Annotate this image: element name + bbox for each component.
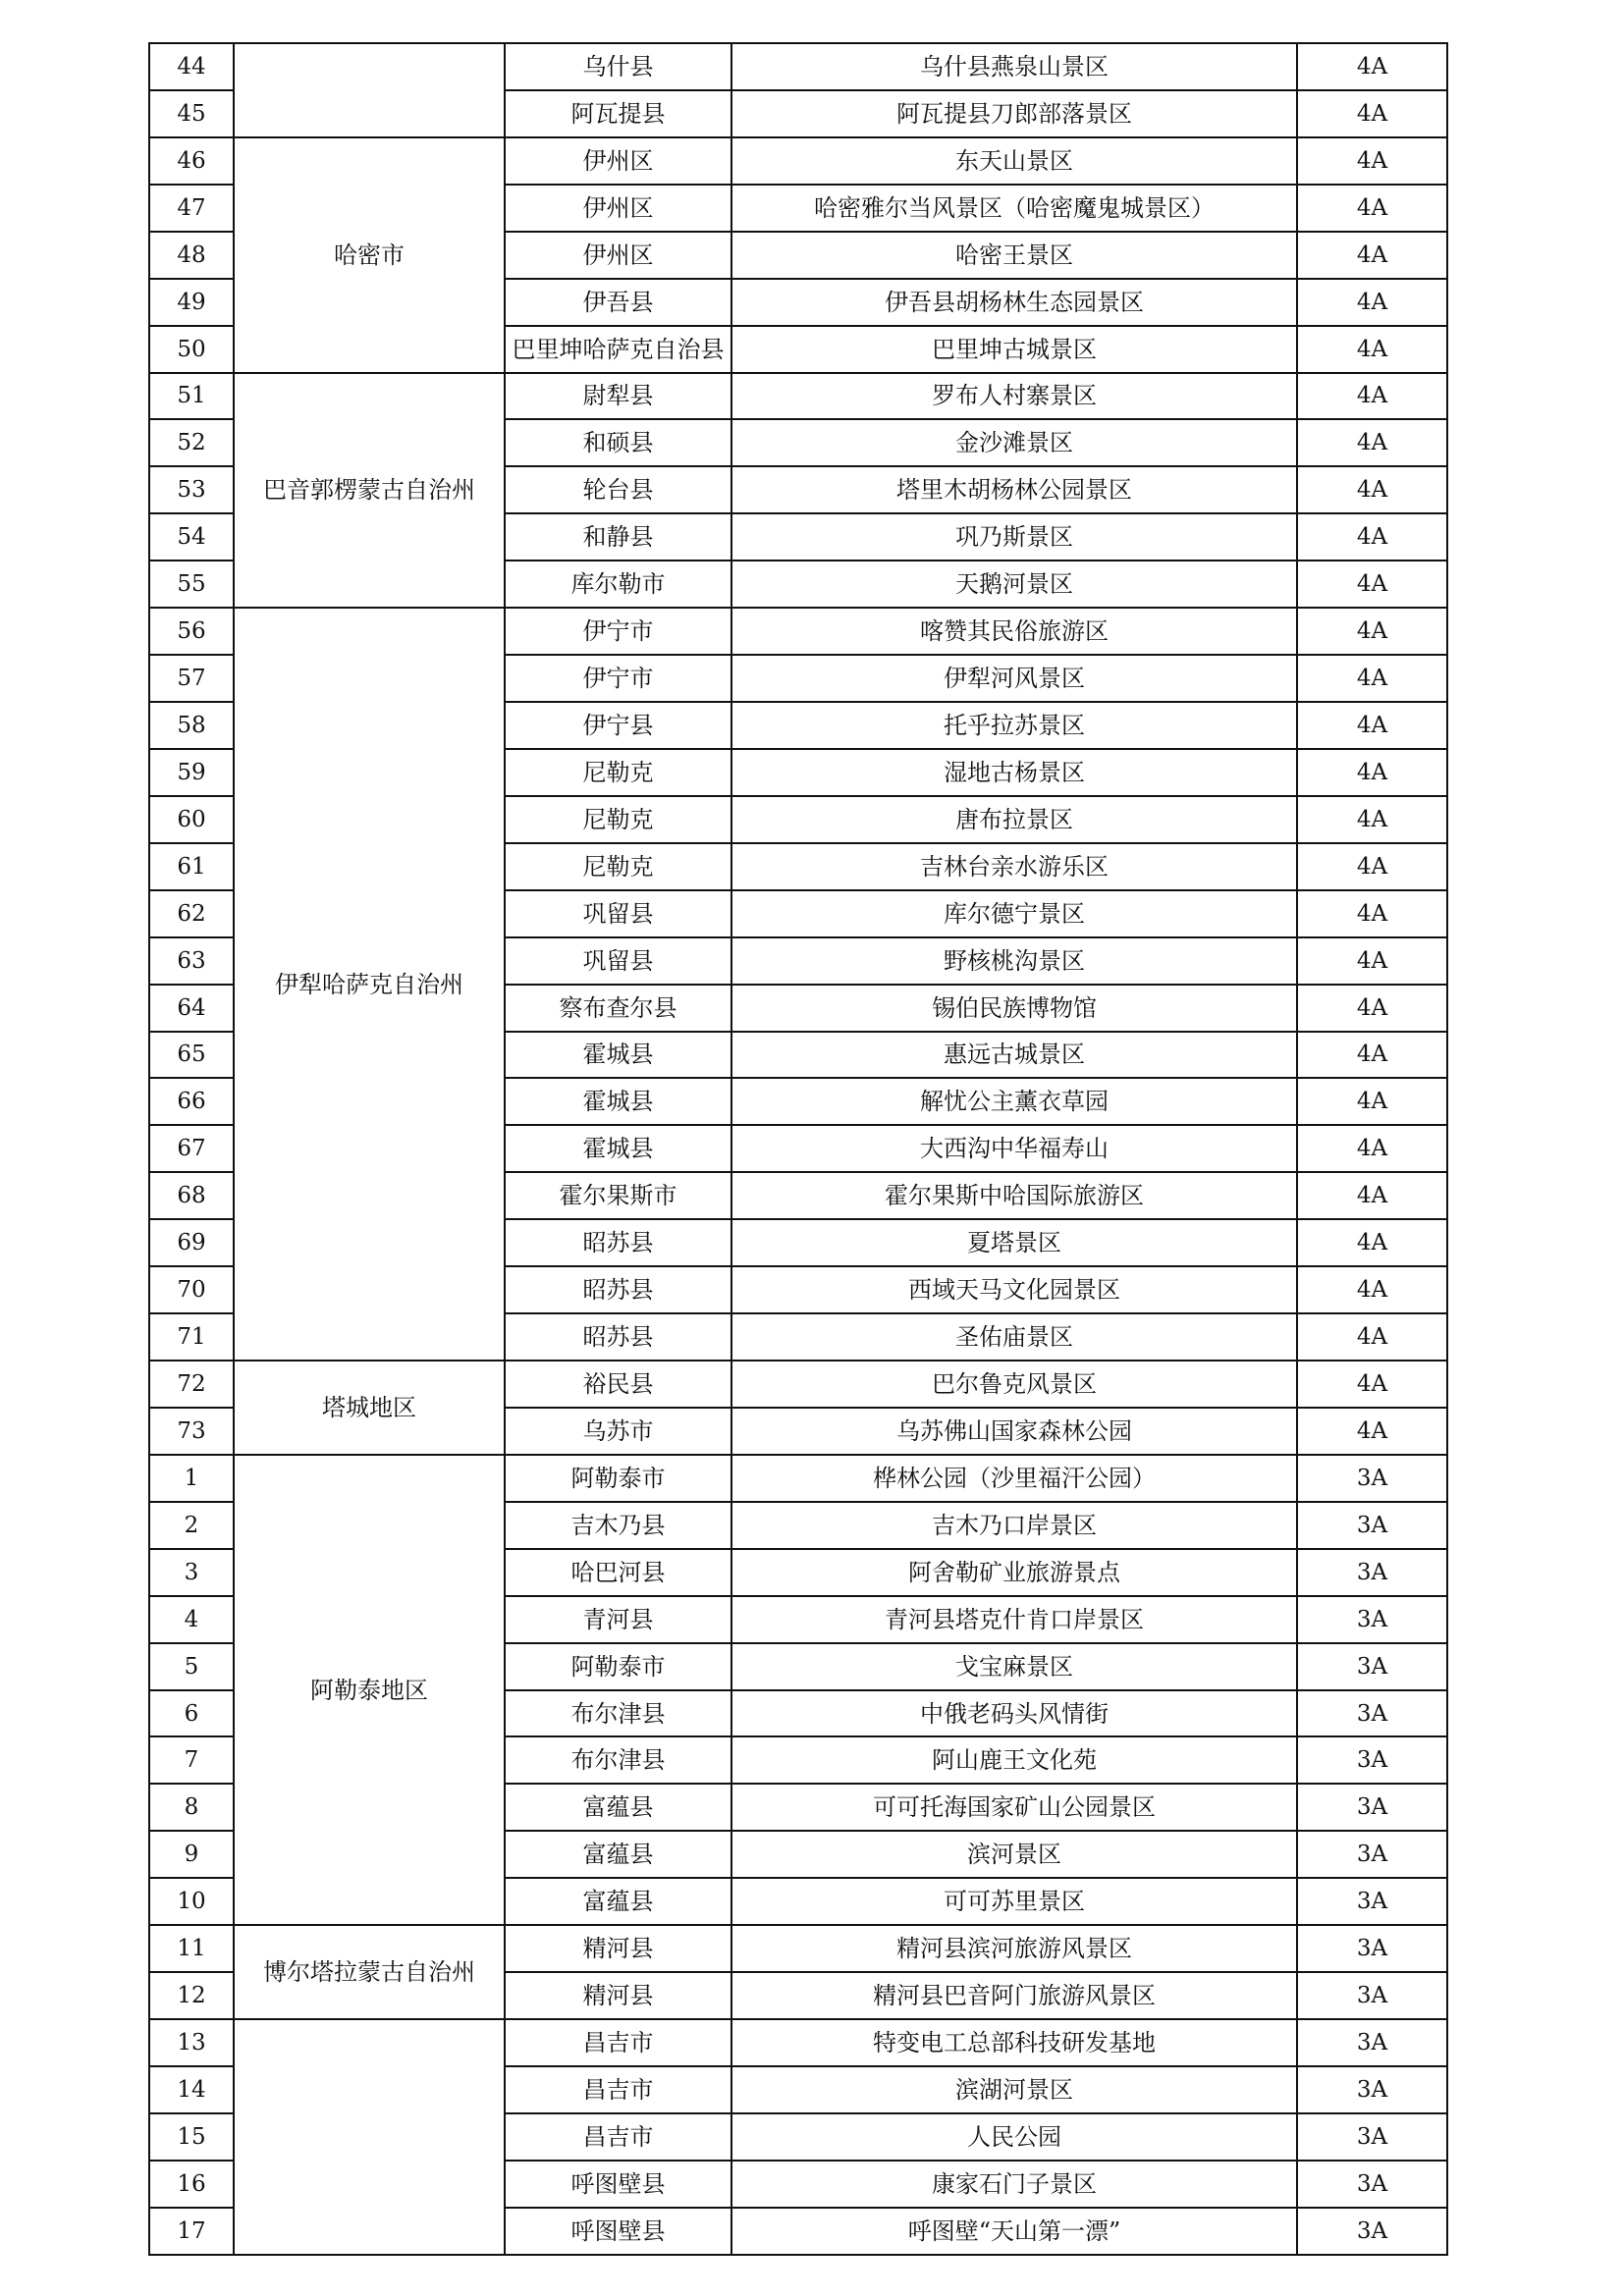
cell-grade: 3A: [1296, 1595, 1448, 1644]
cell-number: 8: [148, 1783, 235, 1832]
cell-number: 50: [148, 325, 235, 374]
cell-scenic-area: 惠远古城景区: [731, 1031, 1298, 1080]
cell-grade: 3A: [1296, 2018, 1448, 2067]
cell-county: 伊宁市: [504, 654, 732, 703]
cell-scenic-area: 阿舍勒矿业旅游景点: [731, 1548, 1298, 1597]
cell-county: 乌什县: [504, 42, 732, 91]
cell-number: 62: [148, 889, 235, 938]
cell-region-merged: [233, 2018, 506, 2256]
cell-region-merged: 博尔塔拉蒙古自治州: [233, 1924, 506, 2020]
cell-scenic-area: 伊犁河风景区: [731, 654, 1298, 703]
cell-number: 2: [148, 1501, 235, 1550]
cell-region-merged: [233, 42, 506, 138]
cell-scenic-area: 巴尔鲁克风景区: [731, 1360, 1298, 1409]
cell-county: 昌吉市: [504, 2018, 732, 2067]
cell-number: 1: [148, 1454, 235, 1503]
cell-number: 56: [148, 607, 235, 656]
cell-scenic-area: 滨河景区: [731, 1830, 1298, 1879]
cell-number: 66: [148, 1077, 235, 1126]
cell-scenic-area: 圣佑庙景区: [731, 1312, 1298, 1362]
cell-county: 裕民县: [504, 1360, 732, 1409]
cell-grade: 4A: [1296, 842, 1448, 891]
cell-scenic-area: 青河县塔克什肯口岸景区: [731, 1595, 1298, 1644]
cell-grade: 4A: [1296, 1407, 1448, 1456]
cell-scenic-area: 人民公园: [731, 2112, 1298, 2162]
cell-county: 阿勒泰市: [504, 1454, 732, 1503]
cell-grade: 3A: [1296, 1877, 1448, 1926]
cell-county: 布尔津县: [504, 1735, 732, 1785]
cell-grade: 4A: [1296, 89, 1448, 138]
cell-scenic-area: 西域天马文化园景区: [731, 1265, 1298, 1314]
cell-scenic-area: 喀赞其民俗旅游区: [731, 607, 1298, 656]
cell-number: 59: [148, 748, 235, 797]
cell-county: 阿瓦提县: [504, 89, 732, 138]
cell-grade: 4A: [1296, 418, 1448, 467]
cell-grade: 4A: [1296, 1077, 1448, 1126]
cell-grade: 4A: [1296, 748, 1448, 797]
cell-number: 14: [148, 2065, 235, 2114]
cell-number: 61: [148, 842, 235, 891]
cell-scenic-area: 解忧公主薰衣草园: [731, 1077, 1298, 1126]
cell-scenic-area: 乌苏佛山国家森林公园: [731, 1407, 1298, 1456]
cell-scenic-area: 阿瓦提县刀郎部落景区: [731, 89, 1298, 138]
cell-region-merged: 巴音郭楞蒙古自治州: [233, 372, 506, 610]
cell-number: 53: [148, 465, 235, 514]
cell-county: 伊吾县: [504, 278, 732, 327]
cell-county: 尼勒克: [504, 748, 732, 797]
cell-scenic-area: 唐布拉景区: [731, 795, 1298, 844]
cell-county: 呼图壁县: [504, 2207, 732, 2256]
cell-number: 73: [148, 1407, 235, 1456]
cell-grade: 4A: [1296, 512, 1448, 561]
cell-number: 67: [148, 1124, 235, 1173]
cell-scenic-area: 罗布人村寨景区: [731, 372, 1298, 421]
cell-number: 3: [148, 1548, 235, 1597]
cell-number: 11: [148, 1924, 235, 1973]
cell-number: 68: [148, 1171, 235, 1220]
cell-county: 察布查尔县: [504, 984, 732, 1033]
cell-number: 13: [148, 2018, 235, 2067]
cell-county: 乌苏市: [504, 1407, 732, 1456]
cell-county: 昭苏县: [504, 1265, 732, 1314]
cell-scenic-area: 托乎拉苏景区: [731, 701, 1298, 750]
cell-scenic-area: 伊吾县胡杨林生态园景区: [731, 278, 1298, 327]
cell-number: 7: [148, 1735, 235, 1785]
cell-county: 精河县: [504, 1971, 732, 2020]
cell-number: 60: [148, 795, 235, 844]
cell-number: 72: [148, 1360, 235, 1409]
cell-scenic-area: 哈密雅尔当风景区（哈密魔鬼城景区）: [731, 184, 1298, 233]
cell-county: 伊宁市: [504, 607, 732, 656]
cell-scenic-area: 巴里坤古城景区: [731, 325, 1298, 374]
cell-county: 精河县: [504, 1924, 732, 1973]
cell-scenic-area: 吉林台亲水游乐区: [731, 842, 1298, 891]
cell-scenic-area: 锡伯民族博物馆: [731, 984, 1298, 1033]
cell-scenic-area: 戈宝麻景区: [731, 1642, 1298, 1691]
cell-region-merged: 塔城地区: [233, 1360, 506, 1456]
cell-county: 伊州区: [504, 184, 732, 233]
cell-scenic-area: 夏塔景区: [731, 1218, 1298, 1267]
cell-number: 6: [148, 1689, 235, 1738]
cell-number: 4: [148, 1595, 235, 1644]
cell-scenic-area: 康家石门子景区: [731, 2160, 1298, 2209]
cell-number: 5: [148, 1642, 235, 1691]
cell-grade: 4A: [1296, 136, 1448, 186]
cell-scenic-area: 湿地古杨景区: [731, 748, 1298, 797]
cell-number: 55: [148, 560, 235, 609]
cell-grade: 3A: [1296, 2065, 1448, 2114]
cell-grade: 4A: [1296, 984, 1448, 1033]
cell-county: 尼勒克: [504, 842, 732, 891]
cell-grade: 4A: [1296, 372, 1448, 421]
cell-grade: 4A: [1296, 795, 1448, 844]
cell-county: 布尔津县: [504, 1689, 732, 1738]
cell-county: 昌吉市: [504, 2065, 732, 2114]
cell-county: 哈巴河县: [504, 1548, 732, 1597]
cell-number: 9: [148, 1830, 235, 1879]
cell-grade: 3A: [1296, 2207, 1448, 2256]
cell-number: 71: [148, 1312, 235, 1362]
cell-grade: 4A: [1296, 325, 1448, 374]
cell-number: 45: [148, 89, 235, 138]
cell-grade: 3A: [1296, 2112, 1448, 2162]
cell-scenic-area: 阿山鹿王文化苑: [731, 1735, 1298, 1785]
cell-number: 17: [148, 2207, 235, 2256]
cell-number: 16: [148, 2160, 235, 2209]
cell-grade: 4A: [1296, 42, 1448, 91]
cell-scenic-area: 精河县巴音阿门旅游风景区: [731, 1971, 1298, 2020]
cell-scenic-area: 精河县滨河旅游风景区: [731, 1924, 1298, 1973]
cell-scenic-area: 金沙滩景区: [731, 418, 1298, 467]
cell-county: 尼勒克: [504, 795, 732, 844]
cell-county: 富蕴县: [504, 1877, 732, 1926]
cell-number: 10: [148, 1877, 235, 1926]
cell-number: 48: [148, 231, 235, 280]
cell-scenic-area: 滨湖河景区: [731, 2065, 1298, 2114]
cell-county: 巩留县: [504, 936, 732, 986]
cell-county: 昭苏县: [504, 1218, 732, 1267]
cell-county: 伊州区: [504, 136, 732, 186]
cell-scenic-area: 中俄老码头风情街: [731, 1689, 1298, 1738]
cell-county: 巴里坤哈萨克自治县: [504, 325, 732, 374]
cell-county: 库尔勒市: [504, 560, 732, 609]
cell-county: 霍城县: [504, 1031, 732, 1080]
cell-region-merged: 哈密市: [233, 136, 506, 374]
cell-grade: 4A: [1296, 654, 1448, 703]
cell-number: 47: [148, 184, 235, 233]
cell-number: 58: [148, 701, 235, 750]
cell-number: 69: [148, 1218, 235, 1267]
cell-grade: 4A: [1296, 1171, 1448, 1220]
cell-county: 昭苏县: [504, 1312, 732, 1362]
cell-grade: 4A: [1296, 1312, 1448, 1362]
cell-scenic-area: 天鹅河景区: [731, 560, 1298, 609]
cell-scenic-area: 可可苏里景区: [731, 1877, 1298, 1926]
cell-scenic-area: 桦林公园（沙里福汗公园）: [731, 1454, 1298, 1503]
cell-grade: 4A: [1296, 231, 1448, 280]
cell-scenic-area: 乌什县燕泉山景区: [731, 42, 1298, 91]
cell-grade: 4A: [1296, 560, 1448, 609]
cell-scenic-area: 大西沟中华福寿山: [731, 1124, 1298, 1173]
cell-scenic-area: 野核桃沟景区: [731, 936, 1298, 986]
cell-county: 和静县: [504, 512, 732, 561]
cell-scenic-area: 霍尔果斯中哈国际旅游区: [731, 1171, 1298, 1220]
cell-scenic-area: 库尔德宁景区: [731, 889, 1298, 938]
cell-county: 昌吉市: [504, 2112, 732, 2162]
cell-number: 15: [148, 2112, 235, 2162]
cell-scenic-area: 特变电工总部科技研发基地: [731, 2018, 1298, 2067]
cell-county: 巩留县: [504, 889, 732, 938]
cell-grade: 4A: [1296, 936, 1448, 986]
cell-grade: 4A: [1296, 1218, 1448, 1267]
cell-scenic-area: 哈密王景区: [731, 231, 1298, 280]
cell-county: 富蕴县: [504, 1783, 732, 1832]
cell-grade: 3A: [1296, 1548, 1448, 1597]
cell-grade: 4A: [1296, 1031, 1448, 1080]
cell-scenic-area: 塔里木胡杨林公园景区: [731, 465, 1298, 514]
cell-grade: 4A: [1296, 184, 1448, 233]
cell-county: 阿勒泰市: [504, 1642, 732, 1691]
cell-number: 65: [148, 1031, 235, 1080]
cell-number: 51: [148, 372, 235, 421]
cell-grade: 3A: [1296, 1642, 1448, 1691]
cell-grade: 4A: [1296, 607, 1448, 656]
cell-scenic-area: 吉木乃口岸景区: [731, 1501, 1298, 1550]
cell-grade: 4A: [1296, 278, 1448, 327]
cell-county: 伊州区: [504, 231, 732, 280]
cell-county: 霍城县: [504, 1077, 732, 1126]
cell-number: 12: [148, 1971, 235, 2020]
cell-grade: 4A: [1296, 889, 1448, 938]
cell-scenic-area: 呼图壁“天山第一漂”: [731, 2207, 1298, 2256]
cell-grade: 3A: [1296, 1689, 1448, 1738]
cell-scenic-area: 巩乃斯景区: [731, 512, 1298, 561]
cell-grade: 4A: [1296, 1265, 1448, 1314]
cell-scenic-area: 东天山景区: [731, 136, 1298, 186]
cell-grade: 3A: [1296, 1501, 1448, 1550]
cell-number: 44: [148, 42, 235, 91]
cell-region-merged: 阿勒泰地区: [233, 1454, 506, 1926]
cell-grade: 3A: [1296, 1783, 1448, 1832]
cell-grade: 3A: [1296, 1454, 1448, 1503]
cell-county: 霍城县: [504, 1124, 732, 1173]
cell-grade: 4A: [1296, 465, 1448, 514]
cell-number: 49: [148, 278, 235, 327]
cell-county: 青河县: [504, 1595, 732, 1644]
cell-number: 54: [148, 512, 235, 561]
cell-grade: 4A: [1296, 1124, 1448, 1173]
cell-grade: 3A: [1296, 1735, 1448, 1785]
cell-number: 70: [148, 1265, 235, 1314]
cell-number: 63: [148, 936, 235, 986]
cell-county: 吉木乃县: [504, 1501, 732, 1550]
cell-grade: 3A: [1296, 1971, 1448, 2020]
cell-number: 52: [148, 418, 235, 467]
cell-county: 呼图壁县: [504, 2160, 732, 2209]
cell-county: 富蕴县: [504, 1830, 732, 1879]
cell-number: 46: [148, 136, 235, 186]
cell-region-merged: 伊犁哈萨克自治州: [233, 607, 506, 1362]
cell-county: 伊宁县: [504, 701, 732, 750]
cell-scenic-area: 可可托海国家矿山公园景区: [731, 1783, 1298, 1832]
cell-grade: 3A: [1296, 1830, 1448, 1879]
cell-number: 64: [148, 984, 235, 1033]
cell-county: 和硕县: [504, 418, 732, 467]
cell-grade: 4A: [1296, 1360, 1448, 1409]
cell-number: 57: [148, 654, 235, 703]
cell-county: 轮台县: [504, 465, 732, 514]
cell-county: 霍尔果斯市: [504, 1171, 732, 1220]
cell-grade: 4A: [1296, 701, 1448, 750]
cell-grade: 3A: [1296, 2160, 1448, 2209]
cell-grade: 3A: [1296, 1924, 1448, 1973]
cell-county: 尉犁县: [504, 372, 732, 421]
